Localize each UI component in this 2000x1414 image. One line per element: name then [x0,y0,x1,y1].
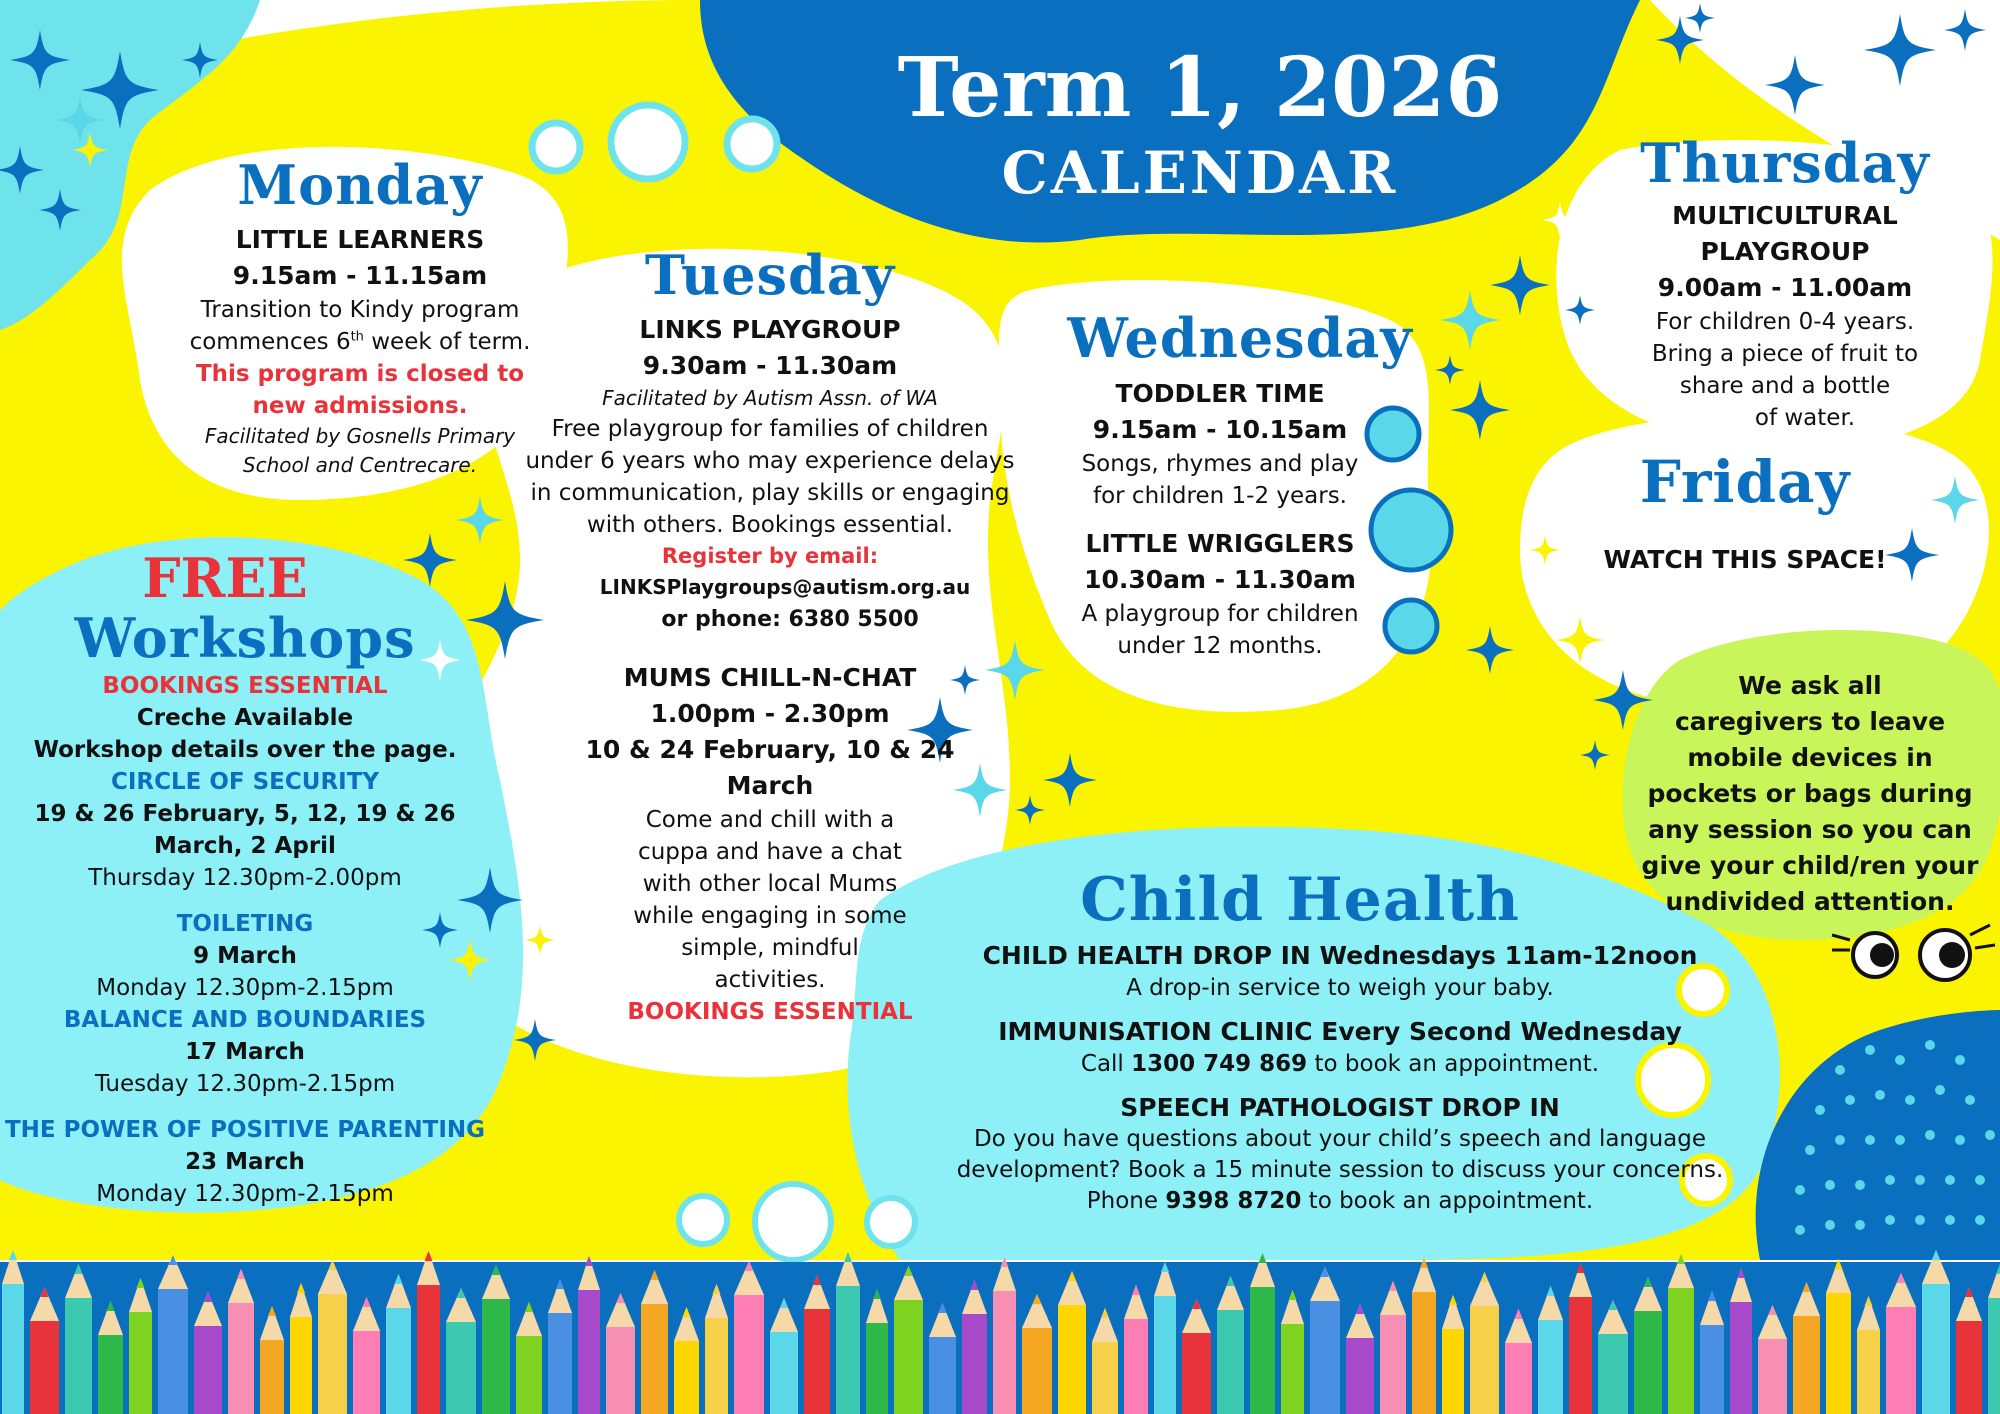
speech-phone-line [880,1186,1800,1217]
pencil-body [417,1285,440,1414]
thursday-section [1600,128,1970,434]
pencil-body [606,1327,635,1414]
pencil-body [158,1289,188,1414]
links-playgroup-time: 9.30am - 11.30am [642,351,898,380]
links-desc-line: in communication, play skills or engaging [530,480,1010,506]
workshop-time: Monday 12.30pm-2.15pm [96,975,394,1001]
child-health-heading: Child Health [1080,865,1520,935]
speech-phone-suffix: to book an appointment. [1301,1188,1594,1214]
immunisation-call-line [880,1048,1800,1080]
child-health-drop-in: CHILD HEALTH DROP IN Wednesdays 11am-12noon [982,941,1698,970]
pencil-body [386,1308,411,1414]
pencil-body [1700,1325,1724,1414]
pencil-body [1346,1338,1374,1414]
workshop-time: Monday 12.30pm-2.15pm [96,1181,394,1207]
toddler-time-title: TODDLER TIME [1115,379,1325,408]
tuesday-heading: Tuesday [644,243,896,307]
monday-heading: Monday [237,153,483,217]
mums-chill-dates-line2: March [726,771,814,800]
pencil-body [1538,1320,1563,1414]
pencil-body [260,1340,284,1414]
thursday-heading: Thursday [1640,131,1930,195]
wednesday-heading: Wednesday [1067,306,1413,370]
pencil-body [353,1331,380,1414]
workshop-time: Thursday 12.30pm-2.00pm [88,865,402,891]
pencil-body [734,1295,764,1414]
little-wrigglers-title: LITTLE WRIGGLERS [1085,529,1355,558]
pencil-body [1182,1333,1211,1414]
devices-note-line: give your child/ren your [1641,851,1979,880]
pencil-body [1758,1339,1787,1414]
pencil-body [929,1337,956,1414]
pencil-body [836,1286,860,1414]
monday-facilitated-line1: Facilitated by Gosnells Primary [204,424,516,448]
little-wrigglers-time: 10.30am - 11.30am [1084,565,1356,594]
thursday-desc-line: For children 0-4 years. [1655,309,1915,335]
devices-note-line: any session so you can [1648,815,1972,844]
workshop-name: BALANCE AND BOUNDARIES [63,1007,427,1033]
multicultural-time: 9.00am - 11.00am [1657,273,1913,302]
workshop-name: TOILETING [176,911,314,937]
wrigglers-desc-line: A playgroup for children [1081,601,1359,627]
monday-section [160,148,560,480]
pencil-body [1470,1306,1499,1414]
pencil-body [1124,1319,1148,1414]
pencil-body [1857,1330,1880,1414]
links-desc-line: Free playgroup for families of children [551,416,989,442]
pencil-body [1956,1321,1982,1414]
friday-note: WATCH THIS SPACE! [1603,545,1887,574]
imm-call-suffix: to book an appointment. [1307,1051,1600,1077]
monday-desc-line2b: week of term. [363,329,531,355]
links-desc-line: under 6 years who may experience delays [525,448,1015,474]
workshop-dates: 23 March [185,1149,305,1175]
links-phone: or phone: 6380 5500 [661,607,919,632]
links-facilitated: Facilitated by Autism Assn. of WA [602,386,938,410]
pencil-body [1250,1287,1275,1414]
pencil-body [1730,1302,1752,1414]
immunisation-clinic: IMMUNISATION CLINIC Every Second Wednesday [998,1017,1682,1046]
links-register: Register by email: [661,544,879,568]
pencil-body [1886,1307,1916,1414]
pencil-body [318,1294,347,1414]
workshop-dates: 19 & 26 February, 5, 12, 19 & 26 [34,801,456,827]
devices-note-line: undivided attention. [1665,887,1955,916]
toddler-desc-line: Songs, rhymes and play [1081,451,1359,477]
mums-chill-title: MUMS CHILL-N-CHAT [623,663,917,692]
pencil-body [1022,1328,1052,1414]
speech-desc-line: Do you have questions about your child’s speech and language [973,1126,1707,1152]
mums-chill-time: 1.00pm - 2.30pm [650,699,890,728]
pencil-body [516,1336,542,1414]
devices-note-line: caregivers to leave [1674,707,1946,736]
friday-heading: Friday [1639,448,1851,516]
pencil-body [1310,1301,1340,1414]
pencil-body [770,1332,798,1414]
pencil-body [548,1313,572,1414]
workshop-name: CIRCLE OF SECURITY [110,769,380,795]
pencil-body [894,1300,923,1414]
links-email-link[interactable]: LINKSPlaygroups@autism.org.au [599,575,971,599]
pencil-body [482,1299,510,1414]
imm-phone[interactable]: 1300 749 869 [1131,1051,1308,1077]
pencil-body [1412,1292,1436,1414]
pencil-body [1380,1315,1406,1414]
speech-desc-line: development? Book a 15 minute session to discuss your concerns. [956,1157,1724,1183]
child-health-drop-in-desc: A drop-in service to weigh your baby. [1126,975,1554,1001]
devices-note-line: pockets or bags during [1647,779,1973,808]
monday-desc-line2 [160,326,560,358]
page-subtitle: CALENDAR [1001,139,1399,207]
pencil-body [866,1323,888,1414]
wednesday-section [1010,300,1430,662]
mums-desc-line: with other local Mums [642,871,898,897]
pencil-body [674,1341,699,1414]
monday-desc-line2a: commences 6 [189,329,351,355]
child-health-section [880,860,1800,1217]
pencil-body [1569,1297,1592,1414]
monday-program-title: LITTLE LEARNERS [235,225,485,254]
mums-desc-line: Come and chill with a [645,807,895,833]
workshops-creche: Creche Available [136,705,354,731]
monday-facilitated-line2: School and Centrecare. [242,453,478,477]
workshops-bookings-essential: BOOKINGS ESSENTIAL [102,673,388,699]
wrigglers-desc-line: under 12 months. [1117,633,1323,659]
monday-program-time: 9.15am - 11.15am [232,261,488,290]
pencil-body [1793,1316,1820,1414]
pencil-body [1154,1296,1176,1414]
pencil-body [804,1309,830,1414]
pencil-body [1442,1329,1464,1414]
speech-phone-prefix: Phone [1086,1188,1166,1214]
pencil-body [98,1335,123,1414]
mums-desc-line: cuppa and have a chat [638,839,902,865]
pencil-body [129,1312,152,1414]
speech-pathologist: SPEECH PATHOLOGIST DROP IN [1120,1093,1560,1122]
friday-section [1580,440,1910,578]
pencil-body [446,1322,476,1414]
pencil-body [1826,1293,1851,1414]
pencil-body [705,1318,728,1414]
workshop-dates: March, 2 April [154,833,336,859]
pencil-body [1217,1310,1244,1414]
mums-desc-line: simple, mindful [681,935,859,961]
monday-desc-sup: th [350,329,364,345]
workshop-time: Tuesday 12.30pm-2.15pm [94,1071,396,1097]
pencil-body [290,1317,312,1414]
imm-call-prefix: Call [1080,1051,1132,1077]
pencil-body [1092,1342,1118,1414]
pencil-body [1634,1311,1662,1414]
workshops-heading: Workshops [74,606,416,670]
pencil-body [194,1326,222,1414]
monday-closed-line2: new admissions. [252,393,468,419]
multicultural-title-line2: PLAYGROUP [1700,237,1870,266]
pencil-body [1598,1334,1628,1414]
pencil-body [962,1314,987,1414]
pencil-body [1281,1324,1304,1414]
monday-closed-line1: This program is closed to [195,361,524,387]
pencil-body [1058,1305,1086,1414]
pencil-body [993,1291,1016,1414]
pencil-body [2,1284,24,1414]
toddler-desc-line: for children 1-2 years. [1092,483,1347,509]
workshops-details: Workshop details over the page. [33,737,457,763]
monday-desc-line1: Transition to Kindy program [200,297,520,323]
workshop-dates: 17 March [185,1039,305,1065]
workshop-dates: 9 March [193,943,297,969]
mums-bookings-essential: BOOKINGS ESSENTIAL [627,999,913,1025]
pencil-body [65,1298,92,1414]
pencil-body [578,1290,600,1414]
devices-note-line: We ask all [1738,671,1882,700]
pencil-body [1988,1298,2000,1414]
pencil-body [30,1321,59,1414]
pencil-body [1922,1284,1950,1414]
workshop-name: THE POWER OF POSITIVE PARENTING [4,1117,486,1143]
devices-note-line: mobile devices in [1687,743,1933,772]
thursday-desc-line: of water. [1754,405,1856,431]
toddler-time-time: 9.15am - 10.15am [1092,415,1348,444]
pencil-body [228,1303,254,1414]
multicultural-title-line1: MULTICULTURAL [1672,201,1898,230]
page-title: Term 1, 2026 [897,40,1503,136]
links-desc-line: with others. Bookings essential. [586,512,954,538]
pencil-body [1668,1288,1694,1414]
header [800,38,1600,208]
pencil-body [1505,1343,1532,1414]
speech-phone[interactable]: 9398 8720 [1165,1188,1302,1214]
pencil-body [641,1304,668,1414]
thursday-desc-line: share and a bottle [1679,373,1891,399]
thursday-desc-line: Bring a piece of fruit to [1651,341,1919,367]
workshops-section [0,546,490,1210]
links-playgroup-title: LINKS PLAYGROUP [639,315,901,344]
mums-desc-line: while engaging in some [633,903,907,929]
mums-chill-dates-line1: 10 & 24 February, 10 & 24 [585,735,955,764]
workshops-free-label: FREE [142,546,308,610]
mums-desc-line: activities. [714,967,826,993]
